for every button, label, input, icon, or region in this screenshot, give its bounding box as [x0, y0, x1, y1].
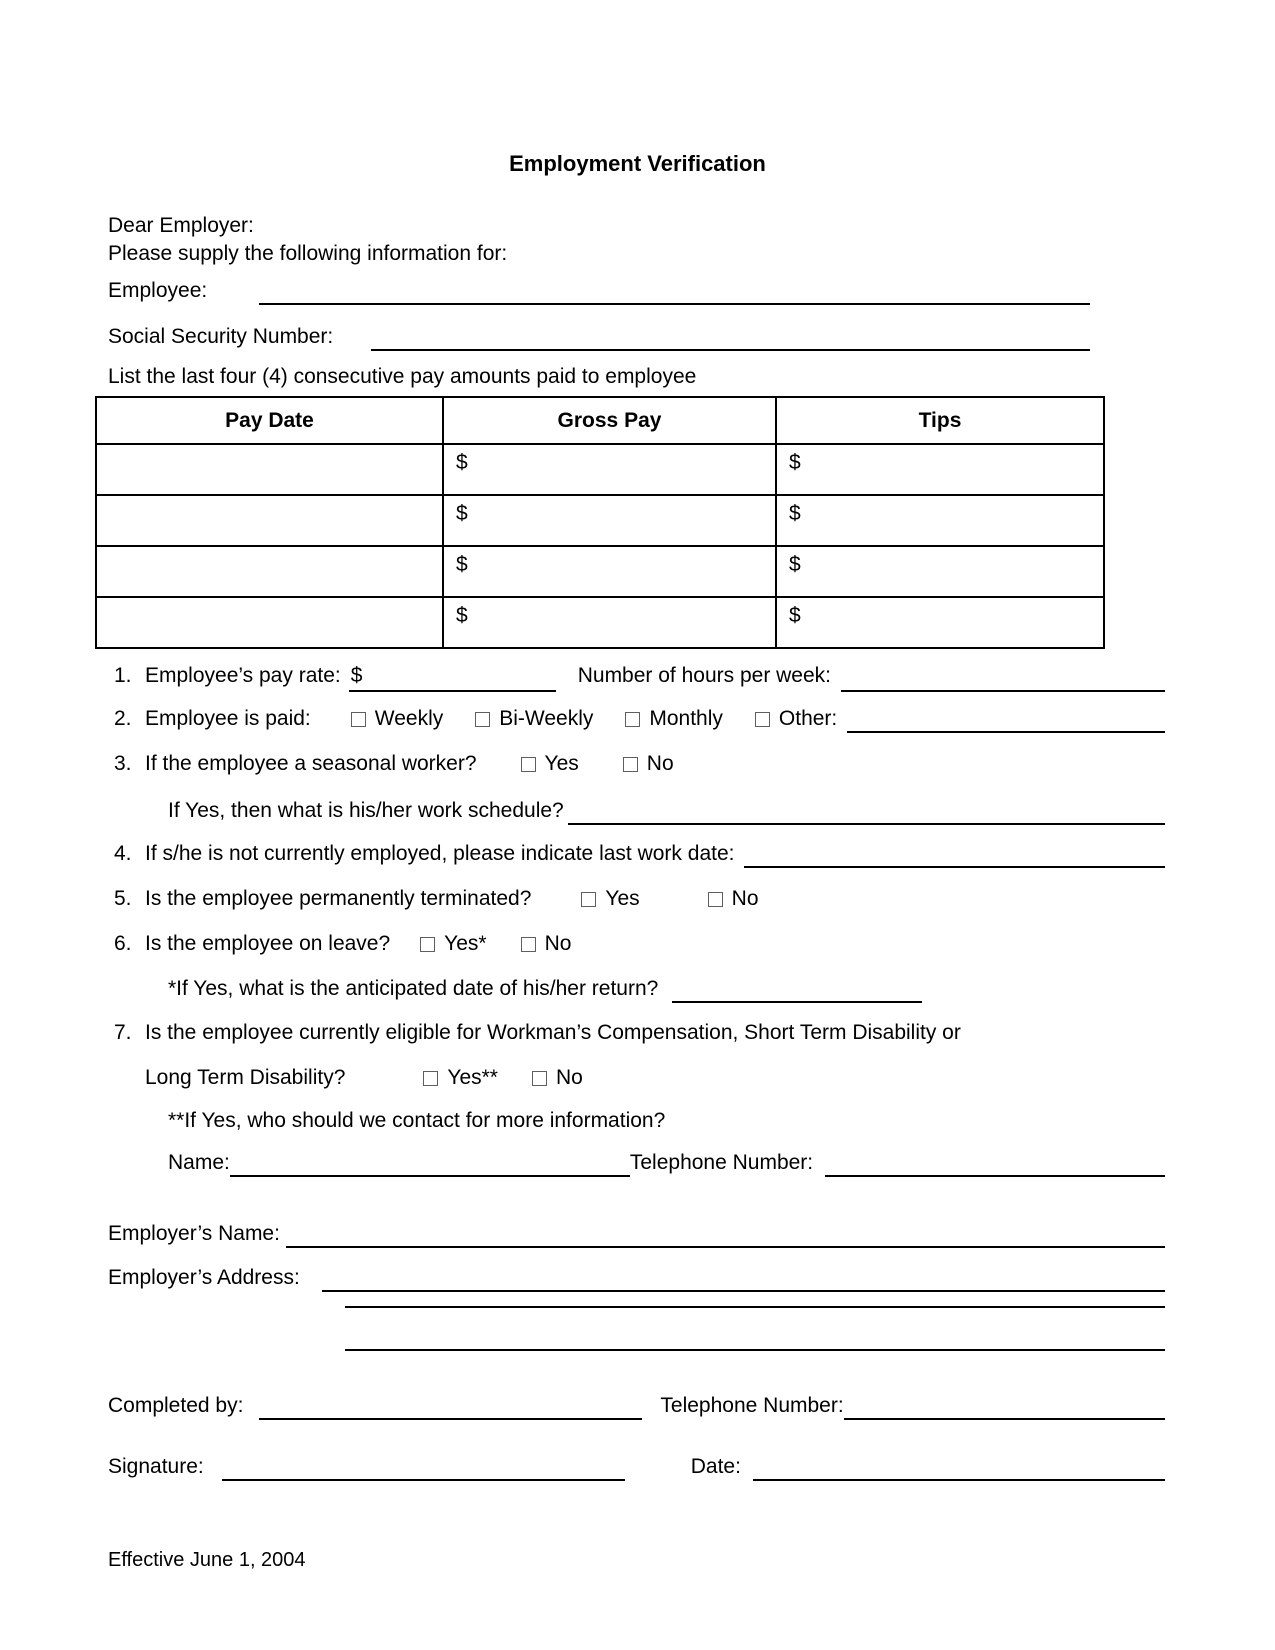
- q7-label-line1: Is the employee currently eligible for Workman’s Compensation, Short Term Disability or: [145, 1021, 961, 1044]
- table-row: [96, 444, 1104, 495]
- pay-table-caption: List the last four (4) consecutive pay amounts paid to employee: [108, 365, 697, 388]
- gross-pay-cell[interactable]: $: [443, 444, 776, 495]
- gross-pay-header: Gross Pay: [443, 397, 776, 444]
- intro-request: Please supply the following information for:: [108, 242, 508, 265]
- table-row: [96, 495, 1104, 546]
- leave-no-checkbox[interactable]: [521, 937, 536, 952]
- q4-number: 4.: [114, 842, 132, 865]
- pay-date-cell[interactable]: [96, 597, 443, 648]
- q1-hours-label: Number of hours per week:: [577, 664, 832, 687]
- q5-number: 5.: [114, 887, 132, 910]
- q3-number: 3.: [114, 752, 132, 775]
- monthly-label: Monthly: [649, 707, 723, 730]
- tips-cell[interactable]: $: [776, 546, 1104, 597]
- gross-pay-cell[interactable]: $: [443, 495, 776, 546]
- contact-phone-field[interactable]: [825, 1149, 1165, 1177]
- leave-yes-checkbox[interactable]: [420, 937, 435, 952]
- tips-cell[interactable]: $: [776, 597, 1104, 648]
- biweekly-label: Bi-Weekly: [499, 707, 594, 730]
- q6-number: 6.: [114, 932, 132, 955]
- q6-followup-label: *If Yes, what is the anticipated date of his/her return?: [168, 977, 659, 1000]
- completion-phone-label: Telephone Number:: [660, 1394, 844, 1417]
- return-date-field[interactable]: [672, 975, 922, 1003]
- employer-name-field[interactable]: [286, 1220, 1165, 1248]
- page-title: Employment Verification: [509, 151, 766, 176]
- q5-label: Is the employee permanently terminated?: [145, 887, 532, 910]
- ssn-field[interactable]: [371, 323, 1090, 351]
- employer-address-field-line1[interactable]: [322, 1264, 1165, 1292]
- q1-pay-rate-label: Employee’s pay rate:: [145, 664, 341, 687]
- seasonal-no-label: No: [646, 752, 674, 775]
- monthly-checkbox[interactable]: [625, 712, 640, 727]
- leave-yes-label: Yes*: [444, 932, 487, 955]
- completed-by-label: Completed by:: [108, 1394, 244, 1417]
- work-schedule-field[interactable]: [568, 797, 1165, 825]
- q1-number: 1.: [114, 664, 132, 687]
- leave-no-label: No: [544, 932, 572, 955]
- q7-followup-label: **If Yes, who should we contact for more information?: [168, 1109, 666, 1132]
- q4-label: If s/he is not currently employed, please indicate last work date:: [145, 842, 735, 865]
- disability-yes-checkbox[interactable]: [423, 1071, 438, 1086]
- gross-pay-cell[interactable]: $: [443, 597, 776, 648]
- pay-date-cell[interactable]: [96, 546, 443, 597]
- employee-label: Employee:: [108, 279, 208, 302]
- tips-cell[interactable]: $: [776, 495, 1104, 546]
- effective-date: Effective June 1, 2004: [108, 1549, 306, 1571]
- terminated-no-label: No: [731, 887, 759, 910]
- terminated-yes-label: Yes: [605, 887, 640, 910]
- hours-per-week-field[interactable]: [841, 662, 1165, 692]
- tips-cell[interactable]: $: [776, 444, 1104, 495]
- disability-no-checkbox[interactable]: [532, 1071, 547, 1086]
- employer-address-label: Employer’s Address:: [108, 1266, 300, 1289]
- gross-pay-cell[interactable]: $: [443, 546, 776, 597]
- contact-phone-label: Telephone Number:: [629, 1151, 814, 1174]
- contact-name-label: Name:: [168, 1151, 230, 1174]
- pay-table: [95, 396, 1105, 649]
- table-row: [96, 546, 1104, 597]
- terminated-no-checkbox[interactable]: [708, 892, 723, 907]
- tips-header: Tips: [776, 397, 1104, 444]
- pay-date-cell[interactable]: [96, 444, 443, 495]
- employer-address-field-line3[interactable]: [345, 1349, 1165, 1351]
- disability-yes-label: Yes**: [447, 1066, 498, 1089]
- completion-phone-field[interactable]: [844, 1392, 1165, 1420]
- q2-label: Employee is paid:: [145, 707, 311, 730]
- q7-label-line2: Long Term Disability?: [145, 1066, 346, 1089]
- date-label: Date:: [690, 1455, 741, 1478]
- table-row: [96, 597, 1104, 648]
- pay-table-header-row: [96, 397, 1104, 444]
- employer-name-label: Employer’s Name:: [108, 1222, 280, 1245]
- other-frequency-field[interactable]: [847, 705, 1165, 733]
- date-field[interactable]: [753, 1453, 1165, 1481]
- weekly-checkbox[interactable]: [351, 712, 366, 727]
- q6-label: Is the employee on leave?: [145, 932, 391, 955]
- last-work-date-field[interactable]: [744, 840, 1165, 868]
- q3-label: If the employee a seasonal worker?: [145, 752, 477, 775]
- contact-name-field[interactable]: [230, 1149, 630, 1177]
- disability-no-label: No: [555, 1066, 583, 1089]
- other-checkbox[interactable]: [755, 712, 770, 727]
- biweekly-checkbox[interactable]: [475, 712, 490, 727]
- seasonal-no-checkbox[interactable]: [623, 757, 638, 772]
- q3-followup-label: If Yes, then what is his/her work schedule?: [168, 799, 564, 822]
- ssn-label: Social Security Number:: [108, 325, 334, 348]
- pay-date-cell[interactable]: [96, 495, 443, 546]
- q2-number: 2.: [114, 707, 132, 730]
- employee-name-field[interactable]: [259, 277, 1090, 305]
- completed-by-field[interactable]: [259, 1392, 642, 1420]
- seasonal-yes-label: Yes: [544, 752, 579, 775]
- pay-date-header: Pay Date: [96, 397, 443, 444]
- seasonal-yes-checkbox[interactable]: [521, 757, 536, 772]
- other-label: Other:: [778, 707, 838, 730]
- terminated-yes-checkbox[interactable]: [581, 892, 596, 907]
- weekly-label: Weekly: [374, 707, 444, 730]
- signature-label: Signature:: [108, 1455, 204, 1478]
- salutation: Dear Employer:: [108, 214, 254, 237]
- q7-number: 7.: [114, 1021, 132, 1044]
- pay-rate-field[interactable]: $: [349, 662, 556, 692]
- signature-field[interactable]: [222, 1453, 625, 1481]
- employer-address-field-line2[interactable]: [345, 1306, 1165, 1308]
